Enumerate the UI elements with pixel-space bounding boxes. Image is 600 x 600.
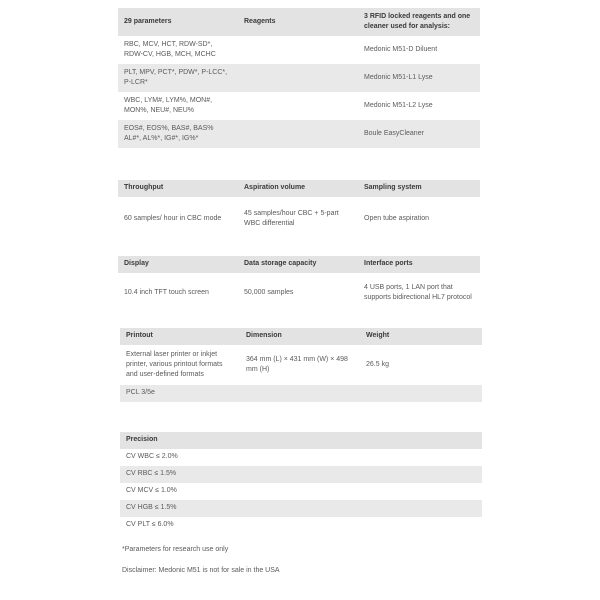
precision-value: CV PLT ≤ 6.0% xyxy=(126,521,174,529)
table-row xyxy=(118,92,480,120)
printout-header-row xyxy=(120,328,482,345)
header-data-storage: Data storage capacity xyxy=(244,260,317,268)
table-row xyxy=(118,64,480,92)
reagent-name-cell: Medonic M51-L1 Lyse xyxy=(364,73,433,81)
precision-value: CV MCV ≤ 1.0% xyxy=(126,487,177,495)
table-row xyxy=(120,483,482,500)
parameter-cell: WBC, LYM#, LYM%, MON#, MON%, NEU#, NEU% xyxy=(124,96,213,114)
reagents-header-row xyxy=(118,8,480,36)
research-use-note: *Parameters for research use only xyxy=(122,546,229,553)
display-value: 10.4 inch TFT touch screen xyxy=(124,288,209,296)
display-header-row xyxy=(118,256,480,273)
table-row xyxy=(120,449,482,466)
reagent-cell xyxy=(238,36,358,64)
reagent-cell xyxy=(238,92,358,120)
header-dimension: Dimension xyxy=(246,332,282,340)
parameter-cell: PLT, MPV, PCT*, PDW*, P-LCC*, P-LCR* xyxy=(124,68,228,86)
aspiration-volume-value: 45 samples/hour CBC + 5-part WBC differential xyxy=(244,209,339,227)
printout-extra-value: PCL 3/5e xyxy=(126,389,155,397)
header-printout: Printout xyxy=(126,332,153,340)
header-aspiration-volume: Aspiration volume xyxy=(244,184,306,192)
parameter-cell: RBC, MCV, HCT, RDW-SD*, RDW-CV, HGB, MCH, MCHC xyxy=(124,40,216,58)
table-row xyxy=(120,385,482,402)
printout-table xyxy=(120,328,482,402)
table-row xyxy=(118,36,480,64)
reagent-name-cell: Medonic M51-D Diluent xyxy=(364,45,438,53)
reagent-name-cell: Boule EasyCleaner xyxy=(364,129,424,137)
header-reagents: Reagents xyxy=(244,17,276,25)
interface-ports-value: 4 USB ports, 1 LAN port that supports bidirectional HL7 protocol xyxy=(364,283,472,301)
table-row xyxy=(118,120,480,148)
header-weight: Weight xyxy=(366,332,390,340)
table-row xyxy=(120,500,482,517)
weight-value: 26.5 kg xyxy=(366,360,389,368)
table-row xyxy=(118,273,480,313)
header-parameters: 29 parameters xyxy=(124,17,172,25)
reagents-table xyxy=(118,8,480,148)
parameter-cell: EOS#, EOS%, BAS#, BAS% AL#*, AL%*, IG#*, IG%* xyxy=(124,124,214,142)
table-row xyxy=(120,345,482,385)
table-row xyxy=(120,517,482,534)
throughput-table xyxy=(118,180,480,241)
reagent-cell xyxy=(238,64,358,92)
header-display: Display xyxy=(124,260,149,268)
precision-header-row xyxy=(120,432,482,449)
table-row xyxy=(120,466,482,483)
header-rfid-reagents: 3 RFID locked reagents and one cleaner used for analysis: xyxy=(364,12,471,30)
header-sampling-system: Sampling system xyxy=(364,184,422,192)
header-interface-ports: Interface ports xyxy=(364,260,413,268)
printout-value: External laser printer or inkjet printer, various printout formats and user-defined formats xyxy=(126,350,223,379)
precision-value: CV WBC ≤ 2.0% xyxy=(126,453,178,461)
display-table xyxy=(118,256,480,313)
table-row xyxy=(118,197,480,241)
precision-table xyxy=(120,432,482,534)
dimension-value: 364 mm (L) × 431 mm (W) × 498 mm (H) xyxy=(246,355,348,373)
reagent-name-cell: Medonic M51-L2 Lyse xyxy=(364,101,433,109)
sampling-system-value: Open tube aspiration xyxy=(364,214,429,222)
precision-value: CV RBC ≤ 1.5% xyxy=(126,470,177,478)
throughput-header-row xyxy=(118,180,480,197)
header-throughput: Throughput xyxy=(124,184,164,192)
disclaimer-note: Disclaimer: Medonic M51 is not for sale in the USA xyxy=(122,567,280,574)
header-precision: Precision xyxy=(126,436,158,444)
throughput-value: 60 samples/ hour in CBC mode xyxy=(124,214,222,222)
data-storage-value: 50,000 samples xyxy=(244,288,294,296)
precision-value: CV HGB ≤ 1.5% xyxy=(126,504,177,512)
reagent-cell xyxy=(238,120,358,148)
